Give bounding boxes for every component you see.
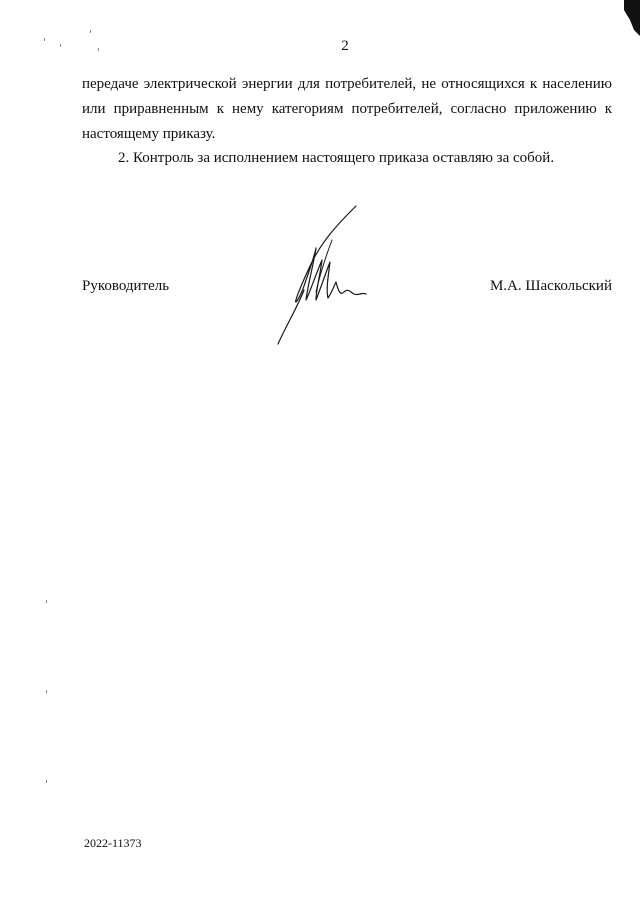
scan-artifact xyxy=(46,690,47,693)
signer-title: Руководитель xyxy=(82,278,170,294)
handwritten-signature xyxy=(270,200,370,348)
scan-artifact xyxy=(46,600,47,603)
scan-artifact xyxy=(46,780,47,783)
page-number: 2 xyxy=(341,38,349,54)
signer-name: М.А. Шаскольский xyxy=(489,278,612,294)
scan-artifact xyxy=(90,30,91,33)
corner-scan-mark xyxy=(620,0,640,36)
document-id: 2022-11373 xyxy=(84,836,142,850)
paragraph-continuation: передаче электрической энергии для потребителей, не относящихся к населению или приравненным к нему категориям потребителей, согласно приложению к настоящему приказу. xyxy=(82,76,612,142)
paragraph-control-clause: 2. Контроль за исполнением настоящего приказа оставляю за собой. xyxy=(118,150,555,166)
